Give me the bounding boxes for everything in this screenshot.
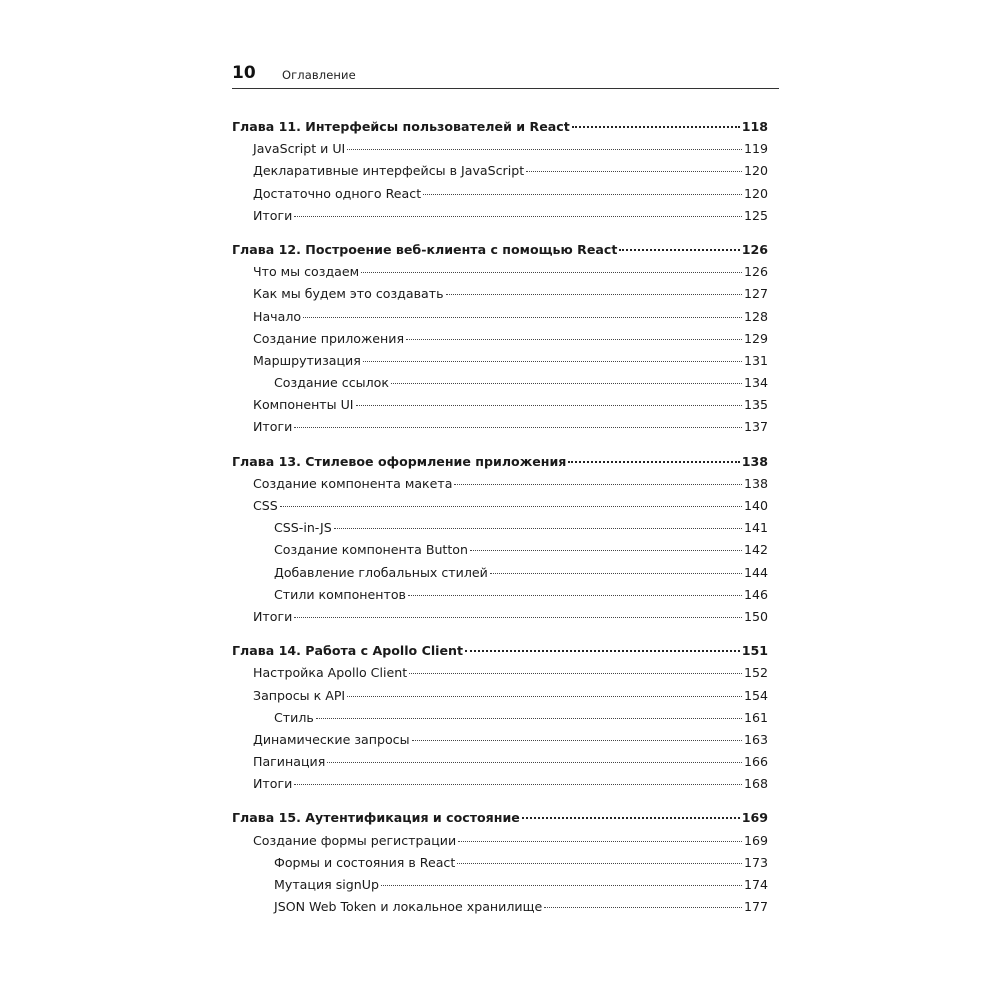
- toc-chapter: [232, 451, 768, 629]
- toc-chapter: [232, 239, 768, 439]
- toc-entry-page: 150: [743, 608, 768, 624]
- toc-entry: [232, 328, 768, 350]
- toc-entry-page: 120: [743, 163, 768, 179]
- toc-entry-page: 161: [743, 709, 768, 725]
- toc-entry-page: 141: [743, 520, 768, 536]
- toc-entry-title: Итоги: [253, 207, 293, 223]
- toc-entry: [232, 205, 768, 227]
- dot-leader: [458, 841, 742, 842]
- toc-entry-title: Маршрутизация: [253, 352, 361, 368]
- page-number: 10: [232, 63, 256, 83]
- dot-leader: [316, 718, 742, 719]
- dot-leader: [412, 740, 742, 741]
- toc-entry-page: 138: [743, 475, 768, 491]
- toc-chapter-heading: [232, 807, 768, 829]
- toc-entry: [232, 729, 768, 751]
- toc-chapter: [232, 116, 768, 227]
- toc-entry: [232, 562, 768, 584]
- dot-leader: [544, 907, 742, 908]
- toc-entry: [232, 874, 768, 896]
- toc-entry-page: 135: [743, 397, 768, 413]
- dot-leader: [363, 361, 742, 362]
- toc-entry-title: Добавление глобальных стилей: [274, 564, 488, 580]
- toc-entry: [232, 283, 768, 305]
- dot-leader: [294, 617, 742, 618]
- toc-entry-title: Итоги: [253, 608, 293, 624]
- table-of-contents: [232, 116, 768, 930]
- toc-entry-title: Создание ссылок: [274, 375, 389, 391]
- toc-entry-page: 169: [743, 832, 768, 848]
- dot-leader: [347, 696, 742, 697]
- toc-entry-title: Итоги: [253, 776, 293, 792]
- dot-leader: [619, 249, 739, 251]
- toc-entry-page: 119: [743, 141, 768, 157]
- dot-leader: [409, 673, 742, 674]
- toc-entry-title: JavaScript и UI: [253, 141, 346, 157]
- toc-entry-title: Настройка Apollo Client: [253, 665, 408, 681]
- toc-entry: [232, 138, 768, 160]
- toc-entry-title: Создание компонента макета: [253, 475, 453, 491]
- toc-entry-title: Стиль: [274, 709, 314, 725]
- dot-leader: [294, 784, 742, 785]
- toc-entry: [232, 473, 768, 495]
- toc-chapter-heading: [232, 239, 768, 261]
- toc-entry-page: 146: [743, 586, 768, 602]
- toc-entry-title: Динамические запросы: [253, 731, 410, 747]
- dot-leader: [356, 405, 742, 406]
- toc-entry: [232, 773, 768, 795]
- toc-entry-title: Глава 13. Стилевое оформление приложения: [232, 453, 567, 469]
- toc-chapter-heading: [232, 640, 768, 662]
- toc-entry: [232, 852, 768, 874]
- toc-entry-page: 138: [741, 453, 768, 469]
- toc-entry-title: Начало: [253, 308, 302, 324]
- toc-entry-title: Создание формы регистрации: [253, 832, 457, 848]
- toc-entry-page: 166: [743, 754, 768, 770]
- dot-leader: [327, 762, 742, 763]
- toc-entry-page: 173: [743, 854, 768, 870]
- dot-leader: [303, 317, 742, 318]
- dot-leader: [446, 294, 742, 295]
- toc-entry-page: 129: [743, 330, 768, 346]
- toc-entry: [232, 495, 768, 517]
- toc-entry-title: Глава 15. Аутентификация и состояние: [232, 810, 520, 826]
- dot-leader: [381, 885, 742, 886]
- toc-entry: [232, 261, 768, 283]
- toc-entry-title: Мутация signUp: [274, 877, 379, 892]
- toc-entry-title: Глава 11. Интерфейсы пользователей и React: [232, 119, 570, 134]
- toc-entry-title: Глава 12. Построение веб-клиента с помощью React: [232, 241, 618, 257]
- dot-leader: [408, 595, 742, 596]
- toc-entry-title: Пагинация: [253, 754, 326, 770]
- toc-entry: [232, 517, 768, 539]
- toc-entry-page: 169: [741, 810, 768, 826]
- toc-chapter: [232, 807, 768, 918]
- toc-entry: [232, 685, 768, 707]
- toc-entry-page: 120: [743, 185, 768, 201]
- toc-entry: [232, 416, 768, 438]
- toc-entry-page: 134: [743, 375, 768, 391]
- toc-entry-page: 142: [743, 542, 768, 558]
- dot-leader: [522, 817, 740, 819]
- toc-entry-title: Запросы к API: [253, 687, 346, 703]
- toc-entry: [232, 662, 768, 684]
- running-title: Оглавление: [282, 68, 356, 82]
- toc-entry-page: 151: [741, 643, 768, 659]
- toc-entry: [232, 830, 768, 852]
- toc-entry-title: Создание приложения: [253, 330, 405, 346]
- toc-entry: [232, 350, 768, 372]
- dot-leader: [280, 506, 742, 507]
- toc-entry: [232, 160, 768, 182]
- dot-leader: [391, 383, 742, 384]
- toc-entry: [232, 584, 768, 606]
- toc-entry-title: Формы и состояния в React: [274, 854, 456, 870]
- toc-entry-title: Декларативные интерфейсы в JavaScript: [253, 163, 525, 179]
- page-header: [232, 60, 779, 89]
- toc-chapter-heading: [232, 451, 768, 473]
- toc-entry: [232, 707, 768, 729]
- toc-entry-title: Как мы будем это создавать: [253, 286, 444, 302]
- dot-leader: [406, 339, 742, 340]
- dot-leader: [457, 863, 742, 864]
- dot-leader: [572, 126, 740, 128]
- toc-entry-page: 137: [743, 419, 768, 435]
- dot-leader: [361, 272, 742, 273]
- dot-leader: [470, 550, 742, 551]
- toc-entry-page: 140: [743, 498, 768, 513]
- dot-leader: [294, 216, 742, 217]
- toc-entry: [232, 372, 768, 394]
- toc-entry-page: 128: [743, 308, 768, 324]
- toc-entry-page: 125: [743, 207, 768, 223]
- toc-entry: [232, 306, 768, 328]
- dot-leader: [568, 461, 739, 463]
- toc-entry-title: JSON Web Token и локальное хранилище: [274, 899, 543, 915]
- toc-entry-page: 174: [743, 877, 768, 892]
- toc-entry-title: Что мы создаем: [253, 264, 360, 280]
- toc-entry-page: 131: [743, 352, 768, 368]
- toc-entry-title: Глава 14. Работа с Apollo Client: [232, 643, 463, 659]
- toc-entry: [232, 394, 768, 416]
- dot-leader: [294, 427, 742, 428]
- toc-entry-title: Итоги: [253, 419, 293, 435]
- toc-entry-title: Компоненты UI: [253, 397, 354, 413]
- dot-leader: [526, 171, 742, 172]
- dot-leader: [334, 528, 742, 529]
- toc-entry-page: 168: [743, 776, 768, 792]
- toc-chapter-heading: [232, 116, 768, 138]
- toc-entry-title: CSS-in-JS: [274, 520, 332, 536]
- toc-entry-title: CSS: [253, 498, 278, 513]
- toc-entry-title: Достаточно одного React: [253, 185, 422, 201]
- toc-entry: [232, 606, 768, 628]
- toc-entry-page: 127: [743, 286, 768, 302]
- dot-leader: [490, 573, 742, 574]
- dot-leader: [465, 650, 740, 652]
- toc-entry-page: 126: [743, 264, 768, 280]
- toc-entry-page: 118: [741, 119, 768, 134]
- toc-entry: [232, 539, 768, 561]
- toc-entry-title: Стили компонентов: [274, 586, 406, 602]
- dot-leader: [423, 194, 742, 195]
- toc-entry-page: 144: [743, 564, 768, 580]
- toc-entry-page: 177: [743, 899, 768, 915]
- toc-entry-page: 154: [743, 687, 768, 703]
- toc-entry: [232, 751, 768, 773]
- toc-entry-page: 152: [743, 665, 768, 681]
- toc-entry: [232, 896, 768, 918]
- toc-entry-page: 126: [741, 241, 768, 257]
- toc-chapter: [232, 640, 768, 795]
- toc-entry: [232, 183, 768, 205]
- toc-entry-page: 163: [743, 731, 768, 747]
- dot-leader: [347, 149, 742, 150]
- toc-entry-title: Создание компонента Button: [274, 542, 468, 558]
- dot-leader: [454, 484, 742, 485]
